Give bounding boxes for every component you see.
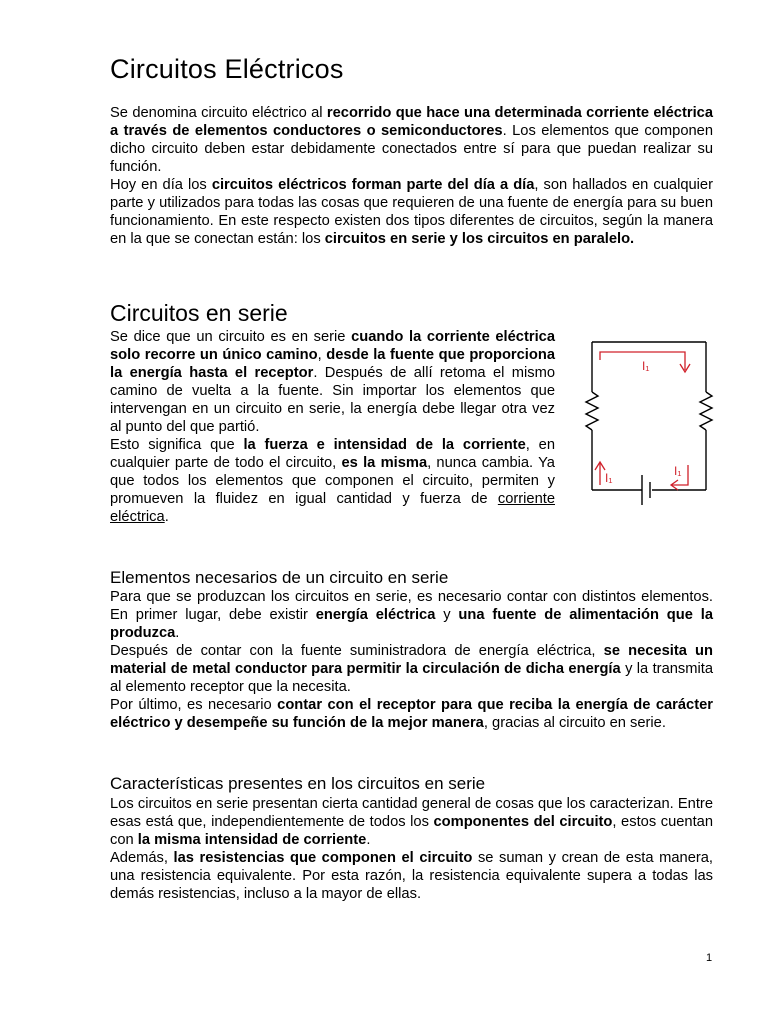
text-run: Para que se produzcan los circuitos en serie, es necesario contar con distintos elementos. En primer lugar, debe existir (110, 589, 713, 623)
bold-text-run: energía eléctrica (315, 607, 436, 623)
text-run: Después de contar con la fuente suministradora de energía eléctrica, (110, 643, 604, 659)
elementos-paragraph-3 (110, 696, 713, 732)
bold-text-run: cuando la corriente eléctrica solo recorre un único camino (110, 329, 555, 363)
text-run: . (366, 832, 371, 848)
text-run: Se denomina circuito eléctrico al (110, 105, 327, 121)
bold-text-run: componentes del circuito (433, 814, 613, 830)
serie-paragraph-2 (110, 436, 555, 526)
bold-text-run: circuitos eléctricos forman parte del día a día (211, 177, 535, 193)
text-run: . (164, 509, 169, 525)
intro-paragraph-2 (110, 176, 713, 248)
page-title: Circuitos Eléctricos (110, 54, 344, 84)
page-title-block (110, 54, 710, 85)
elementos-heading-block (110, 568, 713, 588)
bold-text-run: la misma intensidad de corriente (137, 832, 367, 848)
bold-text-run: las resistencias que componen el circuito (173, 850, 473, 866)
caracteristicas-section (110, 795, 713, 903)
current-labels (605, 359, 681, 485)
left-current-label: I₁ (605, 471, 613, 485)
page-number: 1 (706, 952, 713, 964)
serie-heading: Circuitos en serie (110, 300, 288, 326)
underlined-link-text[interactable]: corriente eléctrica (110, 491, 555, 525)
intro-paragraph-1 (110, 104, 713, 176)
text-run: . Después de allí retoma el mismo camino de vuelta a la fuente. Sin importar los elementos que intervengan en un circuito en serie, la energía debe llegar otra vez al punto del que partió. (110, 365, 555, 435)
bold-text-run: es la misma (341, 455, 428, 471)
elementos-section (110, 588, 713, 732)
text-run: Por último, es necesario (110, 697, 278, 713)
bold-text-run: circuitos en serie y los circuitos en paralelo. (324, 231, 635, 247)
text-run: , (317, 347, 327, 363)
text-run: y la transmita al elemento receptor que la necesita. (110, 661, 713, 695)
caracteristicas-heading-block (110, 774, 713, 794)
text-run: , son hallados en cualquier parte y utilizados para todas las cosas que requieren de una fuente de energía para su buen funcionamiento. En este respecto existen dos tipos diferentes de circuitos, según la manera en la que se conectan están: los (110, 177, 713, 247)
text-run: Esto significa que (110, 437, 244, 453)
caracteristicas-heading: Características presentes en los circuitos en serie (110, 774, 486, 793)
serie-heading-block (110, 300, 560, 327)
text-run: , nunca cambia. Ya que todos los elementos que componen el circuito, permiten y promueven la fluidez en igual cantidad y fuerza de (110, 455, 555, 507)
bold-text-run: la fuerza e intensidad de la corriente (243, 437, 526, 453)
caracteristicas-paragraph-1 (110, 795, 713, 849)
elementos-paragraph-1 (110, 588, 713, 642)
text-run: Hoy en día los (110, 177, 212, 193)
text-run: Se dice que un circuito es en serie (110, 329, 352, 345)
text-run: , en cualquier parte de todo el circuito, (110, 437, 555, 471)
text-run: , gracias al circuito en serie. (483, 715, 666, 731)
serie-paragraph-1 (110, 328, 555, 436)
series-circuit-diagram (580, 330, 720, 530)
text-run: Además, (110, 850, 174, 866)
right-current-label: I₁ (674, 464, 682, 478)
elementos-heading: Elementos necesarios de un circuito en serie (110, 568, 449, 587)
text-run: , estos cuentan con (110, 814, 713, 848)
text-run: se suman y crean de esta manera, una resistencia equivalente. Por esta razón, la resistencia equivalente supera a todas las demás resistencias, incluso a la mayor de ellas. (110, 850, 713, 902)
intro-section (110, 104, 713, 248)
bold-text-run: se necesita un material de metal conductor para permitir la circulación de dicha energía (110, 643, 713, 677)
text-run: . Los elementos que componen dicho circuito deben estar debidamente conectados entre sí para que puedan realizar su función. (110, 123, 713, 175)
bold-text-run: recorrido que hace una determinada corriente eléctrica a través de elementos conductores o semiconductores (110, 105, 713, 139)
bold-text-run: desde la fuente que proporciona la energía hasta el receptor (110, 347, 555, 381)
bold-text-run: contar con el receptor para que reciba la energía de carácter eléctrico y desempeñe su función de la mejor manera (110, 697, 713, 731)
text-run: y (435, 607, 459, 623)
bold-text-run: una fuente de alimentación que la produzca (110, 607, 713, 641)
text-run: . (175, 625, 180, 641)
text-run: Los circuitos en serie presentan cierta cantidad general de cosas que los caracterizan. Entre esas está que, independientemente de todos los (110, 796, 713, 830)
elementos-paragraph-2 (110, 642, 713, 696)
serie-section (110, 328, 555, 526)
caracteristicas-paragraph-2 (110, 849, 713, 903)
top-current-label: I₁ (642, 359, 650, 373)
